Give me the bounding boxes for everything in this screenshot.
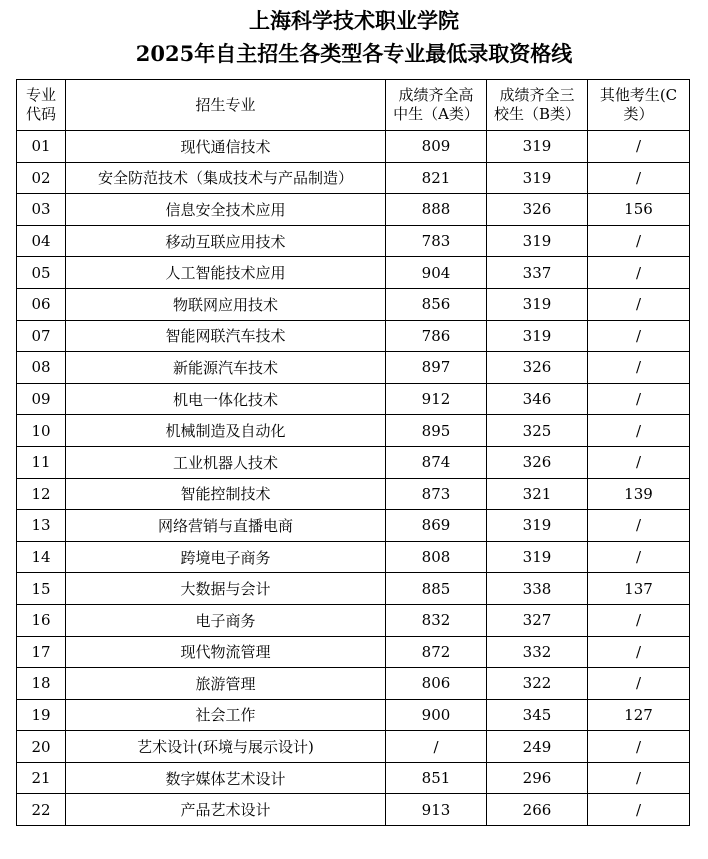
cell-class-c-score: /	[588, 225, 690, 257]
cell-class-b-score: 326	[487, 194, 588, 226]
cell-class-a-score: 869	[386, 510, 487, 542]
cell-class-c-score: /	[588, 636, 690, 668]
cell-class-b-score: 319	[487, 225, 588, 257]
cell-major-name: 电子商务	[66, 604, 386, 636]
table-row	[17, 604, 690, 636]
cell-class-a-score: 872	[386, 636, 487, 668]
cell-major-code: 04	[17, 225, 66, 257]
cell-class-c-score: /	[588, 257, 690, 289]
table-row	[17, 731, 690, 763]
cell-class-a-score: 806	[386, 668, 487, 700]
cell-major-name: 工业机器人技术	[66, 446, 386, 478]
cell-major-name: 产品艺术设计	[66, 794, 386, 826]
cell-class-c-score: /	[588, 541, 690, 573]
cell-major-code: 01	[17, 131, 66, 163]
header-class-a: 成绩齐全高 中生（A类）	[386, 80, 487, 131]
table-row	[17, 636, 690, 668]
cell-class-c-score: /	[588, 762, 690, 794]
cell-major-code: 10	[17, 415, 66, 447]
table-row	[17, 699, 690, 731]
cell-major-name: 社会工作	[66, 699, 386, 731]
table-row	[17, 225, 690, 257]
cell-class-c-score: /	[588, 162, 690, 194]
cell-major-code: 20	[17, 731, 66, 763]
cell-class-b-score: 322	[487, 668, 588, 700]
cell-class-a-score: 895	[386, 415, 487, 447]
cell-major-code: 15	[17, 573, 66, 605]
cell-class-b-score: 319	[487, 288, 588, 320]
cell-class-b-score: 319	[487, 162, 588, 194]
document-title: 上海科学技术职业学院	[249, 8, 459, 33]
cell-major-name: 网络营销与直播电商	[66, 510, 386, 542]
cell-class-b-score: 296	[487, 762, 588, 794]
cell-major-name: 旅游管理	[66, 668, 386, 700]
table-row	[17, 478, 690, 510]
cell-class-c-score: 127	[588, 699, 690, 731]
cell-class-a-score: 856	[386, 288, 487, 320]
cell-major-code: 07	[17, 320, 66, 352]
cell-major-code: 05	[17, 257, 66, 289]
cell-class-a-score: 900	[386, 699, 487, 731]
cell-major-code: 02	[17, 162, 66, 194]
admission-score-table	[16, 79, 690, 826]
cell-major-name: 智能控制技术	[66, 478, 386, 510]
cell-major-name: 数字媒体艺术设计	[66, 762, 386, 794]
cell-class-c-score: 156	[588, 194, 690, 226]
cell-major-code: 13	[17, 510, 66, 542]
cell-class-a-score: 897	[386, 352, 487, 384]
cell-major-name: 现代通信技术	[66, 131, 386, 163]
cell-major-code: 06	[17, 288, 66, 320]
cell-class-c-score: /	[588, 794, 690, 826]
cell-class-b-score: 337	[487, 257, 588, 289]
header-class-b: 成绩齐全三 校生（B类）	[487, 80, 588, 131]
cell-class-c-score: /	[588, 604, 690, 636]
cell-class-b-score: 319	[487, 320, 588, 352]
table-row	[17, 383, 690, 415]
cell-class-a-score: 912	[386, 383, 487, 415]
cell-major-name: 机械制造及自动化	[66, 415, 386, 447]
cell-class-a-score: 885	[386, 573, 487, 605]
cell-class-b-score: 345	[487, 699, 588, 731]
cell-class-b-score: 327	[487, 604, 588, 636]
cell-class-b-score: 266	[487, 794, 588, 826]
cell-major-name: 安全防范技术（集成技术与产品制造）	[66, 162, 386, 194]
table-row	[17, 573, 690, 605]
cell-major-code: 17	[17, 636, 66, 668]
cell-class-c-score: /	[588, 352, 690, 384]
table-row	[17, 352, 690, 384]
table-row	[17, 194, 690, 226]
table-row	[17, 510, 690, 542]
cell-class-c-score: /	[588, 510, 690, 542]
table-row	[17, 794, 690, 826]
table-row	[17, 320, 690, 352]
header-class-c: 其他考生(C 类）	[588, 80, 690, 131]
cell-major-code: 19	[17, 699, 66, 731]
cell-class-b-score: 319	[487, 541, 588, 573]
cell-major-name: 大数据与会计	[66, 573, 386, 605]
cell-major-code: 22	[17, 794, 66, 826]
cell-class-b-score: 325	[487, 415, 588, 447]
cell-major-code: 08	[17, 352, 66, 384]
cell-major-name: 艺术设计(环境与展示设计)	[66, 731, 386, 763]
cell-class-c-score: /	[588, 383, 690, 415]
table-row	[17, 415, 690, 447]
cell-class-c-score: /	[588, 731, 690, 763]
cell-class-c-score: /	[588, 288, 690, 320]
table-row	[17, 668, 690, 700]
table-row	[17, 541, 690, 573]
cell-major-name: 物联网应用技术	[66, 288, 386, 320]
document-subtitle: 2025年自主招生各类型各专业最低录取资格线	[135, 41, 573, 66]
cell-class-a-score: 809	[386, 131, 487, 163]
cell-major-name: 新能源汽车技术	[66, 352, 386, 384]
cell-major-name: 智能网联汽车技术	[66, 320, 386, 352]
cell-class-a-score: 808	[386, 541, 487, 573]
cell-major-name: 移动互联应用技术	[66, 225, 386, 257]
cell-class-a-score: 786	[386, 320, 487, 352]
cell-major-code: 16	[17, 604, 66, 636]
cell-class-b-score: 319	[487, 131, 588, 163]
cell-class-b-score: 249	[487, 731, 588, 763]
cell-major-code: 12	[17, 478, 66, 510]
cell-major-name: 现代物流管理	[66, 636, 386, 668]
header-major-name: 招生专业	[66, 80, 386, 131]
table-header-row	[17, 80, 690, 131]
cell-class-b-score: 319	[487, 510, 588, 542]
table-row	[17, 288, 690, 320]
table-row	[17, 257, 690, 289]
cell-major-name: 人工智能技术应用	[66, 257, 386, 289]
cell-class-a-score: 913	[386, 794, 487, 826]
cell-class-c-score: /	[588, 320, 690, 352]
cell-class-c-score: /	[588, 131, 690, 163]
cell-class-a-score: 873	[386, 478, 487, 510]
cell-major-code: 11	[17, 446, 66, 478]
cell-major-name: 跨境电子商务	[66, 541, 386, 573]
cell-class-c-score: /	[588, 446, 690, 478]
cell-class-a-score: /	[386, 731, 487, 763]
cell-major-code: 14	[17, 541, 66, 573]
cell-major-code: 21	[17, 762, 66, 794]
cell-class-a-score: 821	[386, 162, 487, 194]
cell-class-c-score: 139	[588, 478, 690, 510]
cell-class-b-score: 326	[487, 352, 588, 384]
cell-class-a-score: 832	[386, 604, 487, 636]
cell-class-a-score: 904	[386, 257, 487, 289]
cell-class-b-score: 346	[487, 383, 588, 415]
cell-class-a-score: 874	[386, 446, 487, 478]
cell-class-a-score: 888	[386, 194, 487, 226]
table-row	[17, 762, 690, 794]
table-row	[17, 446, 690, 478]
cell-major-code: 18	[17, 668, 66, 700]
cell-class-c-score: /	[588, 668, 690, 700]
cell-class-b-score: 321	[487, 478, 588, 510]
cell-class-c-score: 137	[588, 573, 690, 605]
table-row	[17, 162, 690, 194]
cell-class-b-score: 332	[487, 636, 588, 668]
header-major-code: 专业 代码	[17, 80, 66, 131]
cell-class-b-score: 338	[487, 573, 588, 605]
table-row	[17, 131, 690, 163]
cell-major-name: 信息安全技术应用	[66, 194, 386, 226]
cell-class-a-score: 851	[386, 762, 487, 794]
cell-major-name: 机电一体化技术	[66, 383, 386, 415]
cell-major-code: 09	[17, 383, 66, 415]
cell-major-code: 03	[17, 194, 66, 226]
cell-class-a-score: 783	[386, 225, 487, 257]
cell-class-b-score: 326	[487, 446, 588, 478]
cell-class-c-score: /	[588, 415, 690, 447]
